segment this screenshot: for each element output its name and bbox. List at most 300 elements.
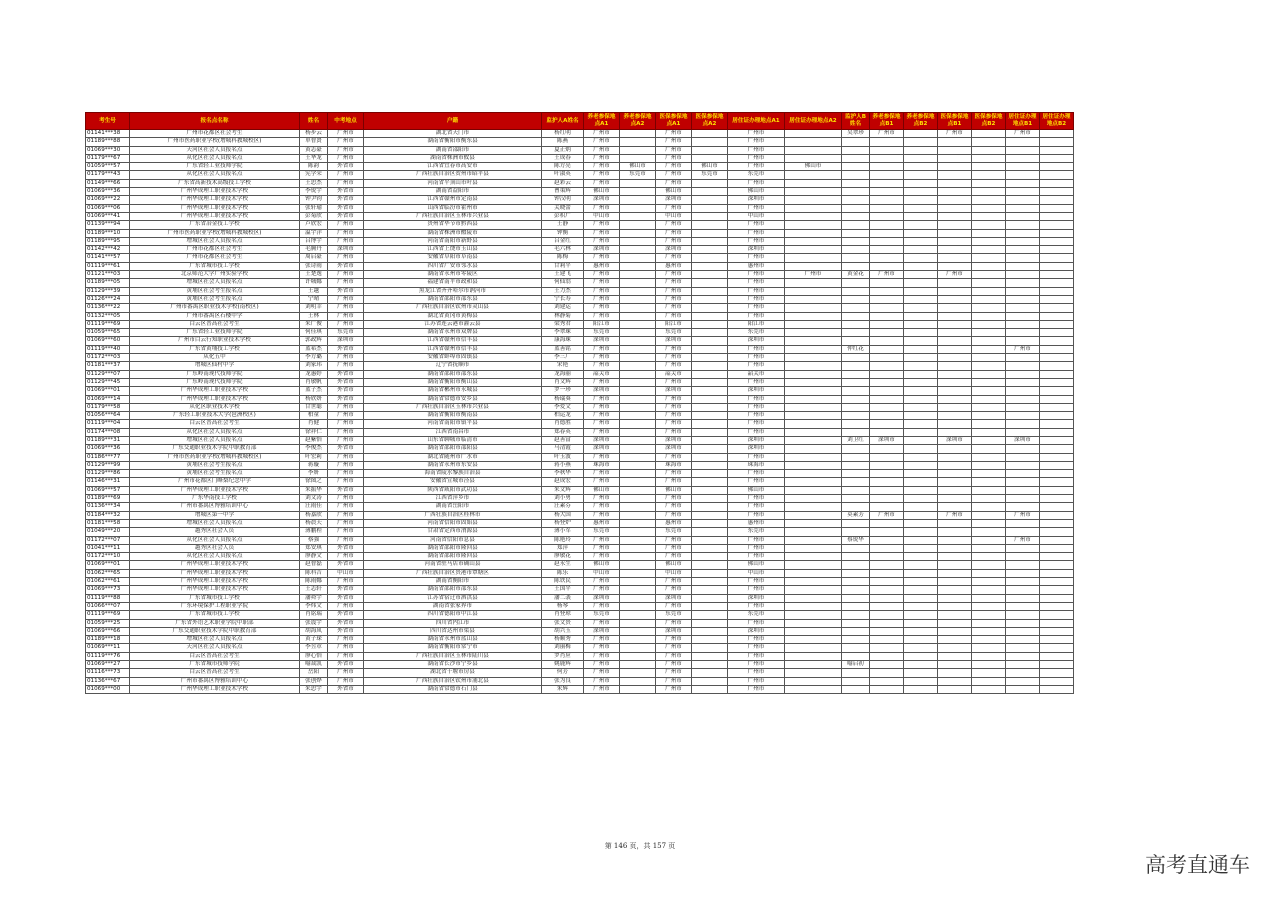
table-cell	[1006, 561, 1040, 569]
table-cell	[1040, 611, 1074, 619]
table-cell: 甘莉平	[542, 262, 584, 270]
table-cell: 广州华成理工职业技术学校	[130, 569, 300, 577]
table-cell: 仲红花	[842, 345, 870, 353]
table-cell	[1040, 312, 1074, 320]
table-cell: 01069***66	[86, 627, 130, 635]
table-cell	[1040, 171, 1074, 179]
table-cell	[620, 652, 656, 660]
table-cell	[1006, 586, 1040, 594]
table-cell	[785, 337, 842, 345]
table-cell: 佛山市	[728, 188, 785, 196]
table-cell: 01132***05	[86, 312, 130, 320]
table-cell: 广西壮族自治区钦州市灵山县	[364, 304, 542, 312]
table-cell: 薄小军	[542, 528, 584, 536]
table-cell	[904, 586, 938, 594]
table-cell: 罗肖应	[542, 652, 584, 660]
table-cell: 01174***08	[86, 428, 130, 436]
table-cell	[1006, 370, 1040, 378]
table-cell	[938, 602, 972, 610]
table-cell	[972, 412, 1006, 420]
table-cell: 广州华成理工职业技术学校	[130, 561, 300, 569]
table-row	[86, 511, 1074, 519]
table-cell	[904, 544, 938, 552]
table-cell	[904, 337, 938, 345]
table-cell	[785, 378, 842, 386]
table-cell	[972, 661, 1006, 669]
table-cell: 广州市	[328, 171, 364, 179]
table-cell	[1006, 412, 1040, 420]
table-cell	[692, 130, 728, 138]
table-cell: 广州华成理工职业技术学校	[130, 486, 300, 494]
table-row	[86, 171, 1074, 179]
table-cell: 王林	[300, 312, 328, 320]
table-cell	[904, 611, 938, 619]
table-cell	[620, 578, 656, 586]
table-cell	[842, 495, 870, 503]
table-row	[86, 154, 1074, 162]
table-cell	[1040, 412, 1074, 420]
table-cell	[972, 486, 1006, 494]
table-cell	[972, 436, 1006, 444]
table-cell: 广西壮族自治区玉林市兴业县	[364, 212, 542, 220]
table-cell	[1006, 246, 1040, 254]
table-cell: 广州市	[656, 636, 692, 644]
table-cell: 王力杰	[542, 287, 584, 295]
table-cell: 广州市	[584, 229, 620, 237]
table-cell	[692, 685, 728, 693]
table-cell	[938, 295, 972, 303]
table-cell	[620, 685, 656, 693]
table-cell	[620, 677, 656, 685]
table-cell: 广州市	[584, 478, 620, 486]
table-cell	[904, 229, 938, 237]
table-cell	[785, 528, 842, 536]
table-cell	[692, 619, 728, 627]
table-cell	[842, 362, 870, 370]
table-cell	[870, 528, 904, 536]
table-cell: 广州市	[728, 138, 785, 146]
table-cell: 广州市	[328, 553, 364, 561]
table-cell: 01181***37	[86, 362, 130, 370]
table-cell: 深圳市	[728, 246, 785, 254]
table-cell	[904, 420, 938, 428]
table-cell	[785, 685, 842, 693]
table-cell	[692, 544, 728, 552]
table-cell	[870, 611, 904, 619]
table-cell: 01069***30	[86, 146, 130, 154]
table-cell	[785, 461, 842, 469]
table-cell: 广州市	[584, 503, 620, 511]
table-cell	[938, 412, 972, 420]
table-cell: 外省市	[328, 586, 364, 594]
table-cell: 01119***69	[86, 320, 130, 328]
table-cell: 四川省德阳市中江县	[364, 611, 542, 619]
table-cell	[972, 221, 1006, 229]
table-cell	[1040, 221, 1074, 229]
table-cell	[842, 320, 870, 328]
table-cell	[904, 262, 938, 270]
table-cell: 江西省上饶市玉山县	[364, 246, 542, 254]
table-cell: 广西壮族自治区桂林市	[364, 511, 542, 519]
table-cell	[904, 179, 938, 187]
table-cell	[870, 636, 904, 644]
table-cell: 赵彩云	[542, 179, 584, 187]
table-cell: 01069***14	[86, 395, 130, 403]
table-cell	[692, 602, 728, 610]
table-cell: 安徽省蚌埠市固镇县	[364, 354, 542, 362]
table-cell	[1040, 395, 1074, 403]
table-cell: 中山市	[728, 212, 785, 220]
table-cell: 广州市	[728, 669, 785, 677]
table-cell: 宁晴	[300, 295, 328, 303]
table-cell	[785, 329, 842, 337]
table-cell	[785, 619, 842, 627]
table-cell: 01141***57	[86, 254, 130, 262]
table-cell	[1040, 229, 1074, 237]
table-cell: 外省市	[328, 445, 364, 453]
table-cell: 广州市	[328, 403, 364, 411]
table-cell: 广州市	[728, 221, 785, 229]
table-cell	[785, 503, 842, 511]
table-cell	[692, 478, 728, 486]
table-cell	[620, 304, 656, 312]
table-cell: 郑萍	[542, 544, 584, 552]
table-cell	[938, 370, 972, 378]
table-cell: 王静	[542, 221, 584, 229]
table-cell	[870, 586, 904, 594]
table-cell: 广州市	[656, 495, 692, 503]
table-cell	[842, 503, 870, 511]
table-cell	[904, 279, 938, 287]
table-cell: 深圳市	[728, 337, 785, 345]
table-cell: 广州市	[328, 644, 364, 652]
table-row	[86, 254, 1074, 262]
table-row	[86, 271, 1074, 279]
table-cell	[938, 669, 972, 677]
table-cell	[972, 212, 1006, 220]
table-cell	[904, 602, 938, 610]
table-cell	[972, 312, 1006, 320]
table-cell	[972, 354, 1006, 362]
table-cell	[842, 445, 870, 453]
table-cell: 广州华成理工职业技术学校	[130, 212, 300, 220]
table-cell: 增城区仙村中学	[130, 362, 300, 370]
table-cell: 李炜文	[300, 602, 328, 610]
table-cell: 曹策辉	[542, 188, 584, 196]
table-cell	[692, 519, 728, 527]
table-cell: 李昱章	[300, 644, 328, 652]
table-row	[86, 403, 1074, 411]
table-cell	[870, 354, 904, 362]
table-cell: 柏童	[300, 412, 328, 420]
table-cell: 广州市	[728, 354, 785, 362]
table-cell: 广西壮族自治区玉林市兴业县	[364, 403, 542, 411]
table-cell	[972, 295, 1006, 303]
table-cell: 广州市	[328, 420, 364, 428]
table-cell	[870, 478, 904, 486]
table-cell: 广州市	[328, 237, 364, 245]
table-cell	[972, 586, 1006, 594]
table-cell: 广州市	[656, 578, 692, 586]
table-row	[86, 685, 1074, 693]
table-cell: 广州市	[584, 378, 620, 386]
table-cell: 广州市	[1006, 345, 1040, 353]
table-cell: 广州华成理工职业技术学校	[130, 395, 300, 403]
table-cell: 外省市	[328, 163, 364, 171]
table-cell: 钟衡	[542, 229, 584, 237]
table-cell	[1040, 586, 1074, 594]
table-cell: 广州市	[328, 669, 364, 677]
table-cell: 01069***27	[86, 661, 130, 669]
table-cell: 广东省轻工业技师学院	[130, 163, 300, 171]
table-cell: 广州市	[728, 237, 785, 245]
table-cell: 广州市番禺区职业技术学校(南校区)	[130, 304, 300, 312]
table-row	[86, 528, 1074, 536]
table-cell	[785, 644, 842, 652]
table-cell	[620, 627, 656, 635]
table-cell	[842, 611, 870, 619]
table-cell	[692, 304, 728, 312]
table-cell	[972, 246, 1006, 254]
table-cell: 广州市	[328, 436, 364, 444]
table-cell	[938, 378, 972, 386]
table-cell: 广州市	[870, 271, 904, 279]
table-cell	[938, 287, 972, 295]
table-cell	[785, 569, 842, 577]
table-cell: 徐祥仁	[300, 428, 328, 436]
table-cell	[620, 428, 656, 436]
table-cell: 01129***07	[86, 370, 130, 378]
table-cell	[870, 262, 904, 270]
column-header: 监护人B姓名	[842, 113, 870, 130]
table-cell: 湖南省邵阳市隆回县	[364, 544, 542, 552]
table-cell	[870, 221, 904, 229]
table-cell: 01179***67	[86, 154, 130, 162]
table-cell: 01069***73	[86, 586, 130, 594]
table-cell: 01186***77	[86, 453, 130, 461]
table-row	[86, 569, 1074, 577]
table-cell: 从化区社会人员报名点	[130, 536, 300, 544]
table-cell: 佛山市	[656, 486, 692, 494]
table-cell	[692, 470, 728, 478]
table-cell	[870, 395, 904, 403]
table-cell	[692, 412, 728, 420]
table-row	[86, 196, 1074, 204]
table-cell: 宋艳	[542, 362, 584, 370]
table-cell	[904, 685, 938, 693]
table-cell: 广东岭南现代技师学院	[130, 378, 300, 386]
table-cell	[785, 420, 842, 428]
table-cell: 广州市	[328, 229, 364, 237]
table-cell: 东莞市	[584, 329, 620, 337]
table-cell	[785, 478, 842, 486]
table-cell: 广州市	[870, 130, 904, 138]
table-cell: 河南省信阳市固始县	[364, 519, 542, 527]
table-cell: 01069***36	[86, 445, 130, 453]
table-cell	[785, 229, 842, 237]
table-cell: 广州市	[328, 304, 364, 312]
table-cell	[620, 445, 656, 453]
table-cell: 广州市	[328, 470, 364, 478]
table-cell	[1040, 594, 1074, 602]
table-cell: 东莞市	[656, 611, 692, 619]
table-cell	[870, 295, 904, 303]
table-cell	[1040, 461, 1074, 469]
table-cell	[1006, 221, 1040, 229]
table-cell: 广州市	[656, 229, 692, 237]
table-cell: 中山市	[728, 569, 785, 577]
table-cell: 广州市	[584, 221, 620, 229]
table-cell	[870, 254, 904, 262]
table-cell: 深圳市	[584, 337, 620, 345]
table-cell	[842, 470, 870, 478]
table-cell: 广州华成理工职业技术学校	[130, 586, 300, 594]
table-cell	[620, 536, 656, 544]
table-cell	[692, 254, 728, 262]
table-cell	[1040, 337, 1074, 345]
column-header: 养老参保地点A1	[584, 113, 620, 130]
table-cell: 杨步云	[300, 130, 328, 138]
table-cell	[904, 553, 938, 561]
table-cell: 东莞市	[728, 171, 785, 179]
table-cell	[1006, 428, 1040, 436]
table-cell: 广州市	[728, 146, 785, 154]
table-cell: 广州市	[728, 204, 785, 212]
column-header: 姓名	[300, 113, 328, 130]
column-header: 居住证办理地点B1	[1006, 113, 1040, 130]
table-cell	[904, 387, 938, 395]
table-cell	[870, 412, 904, 420]
table-row	[86, 619, 1074, 627]
table-row	[86, 354, 1074, 362]
table-cell: 从化区社会人员报名点	[130, 428, 300, 436]
table-cell	[620, 436, 656, 444]
table-cell	[870, 138, 904, 146]
table-cell	[938, 619, 972, 627]
table-cell	[692, 146, 728, 154]
table-cell	[904, 536, 938, 544]
table-cell: 惠州市	[584, 262, 620, 270]
table-cell	[842, 486, 870, 494]
table-cell: 阳江市	[584, 320, 620, 328]
table-cell	[904, 519, 938, 527]
table-cell	[1006, 602, 1040, 610]
table-cell: 广州市	[656, 470, 692, 478]
table-cell	[870, 669, 904, 677]
table-cell: 赵紫怡	[300, 436, 328, 444]
table-row	[86, 536, 1074, 544]
table-cell	[692, 262, 728, 270]
table-cell	[842, 528, 870, 536]
table-cell: 01069***36	[86, 188, 130, 196]
table-cell: 湖南省张家界市	[364, 602, 542, 610]
table-cell	[972, 138, 1006, 146]
table-cell	[785, 171, 842, 179]
table-cell: 白云区普高社会考生	[130, 320, 300, 328]
table-cell	[870, 602, 904, 610]
table-cell	[1040, 420, 1074, 428]
table-cell	[1040, 188, 1074, 196]
table-cell: 徐图之	[300, 478, 328, 486]
table-cell: 佛山市	[656, 188, 692, 196]
table-cell: 广州市	[584, 644, 620, 652]
table-cell: 黑龙江省齐齐哈尔市讷河市	[364, 287, 542, 295]
table-cell: 广州市	[328, 320, 364, 328]
table-cell	[870, 163, 904, 171]
table-cell	[904, 652, 938, 660]
table-cell: 广西壮族自治区贵港市覃塘区	[364, 569, 542, 577]
table-cell: 四川省广安市邻水县	[364, 262, 542, 270]
table-cell	[938, 445, 972, 453]
table-cell	[842, 179, 870, 187]
table-cell: 广州市番禺区博雅培训中心	[130, 677, 300, 685]
table-cell	[972, 403, 1006, 411]
table-cell: 深圳市	[728, 387, 785, 395]
table-row	[86, 362, 1074, 370]
table-cell: 肖健	[300, 420, 328, 428]
table-cell: 刘卫红	[842, 436, 870, 444]
table-cell: 广州市	[728, 536, 785, 544]
table-cell	[1040, 644, 1074, 652]
column-header: 养老参保地点B1	[870, 113, 904, 130]
table-cell	[785, 354, 842, 362]
table-cell: 广州市	[728, 619, 785, 627]
table-cell: 深圳市	[1006, 436, 1040, 444]
table-cell	[692, 436, 728, 444]
table-cell: 汪素芬	[542, 503, 584, 511]
table-cell: 江西省宜春市高安市	[364, 163, 542, 171]
table-cell	[842, 287, 870, 295]
column-header: 报名点名称	[130, 113, 300, 130]
table-cell	[620, 470, 656, 478]
table-cell	[1006, 403, 1040, 411]
table-cell: 外省市	[328, 611, 364, 619]
table-cell	[692, 237, 728, 245]
table-cell: 从化区职业技术学校	[130, 403, 300, 411]
table-cell	[870, 246, 904, 254]
table-cell	[620, 511, 656, 519]
table-cell: 梁秀君	[542, 320, 584, 328]
table-cell: 河南省平顶山市叶县	[364, 179, 542, 187]
table-cell	[1040, 495, 1074, 503]
table-cell	[842, 221, 870, 229]
table-cell: 卢欣宏	[300, 221, 328, 229]
table-cell	[870, 304, 904, 312]
table-cell	[620, 503, 656, 511]
table-cell	[870, 237, 904, 245]
table-cell: 广州市	[328, 503, 364, 511]
table-row	[86, 370, 1074, 378]
table-cell: 宪学荣	[300, 171, 328, 179]
table-cell	[620, 188, 656, 196]
table-cell	[1040, 669, 1074, 677]
table-cell: 佛山市	[620, 163, 656, 171]
table-cell: 杨嘉欣	[300, 511, 328, 519]
column-header: 居住证办理地点B2	[1040, 113, 1074, 130]
table-cell: 广州市	[584, 536, 620, 544]
table-cell: 广州市	[584, 495, 620, 503]
table-cell	[785, 611, 842, 619]
table-cell: 刘文涛	[300, 495, 328, 503]
table-cell	[1006, 486, 1040, 494]
table-cell: 广州市	[728, 677, 785, 685]
table-cell	[904, 271, 938, 279]
table-cell	[904, 619, 938, 627]
table-cell: 从化五中	[130, 354, 300, 362]
table-cell: 广西壮族自治区贺州市昭平县	[364, 171, 542, 179]
table-cell: 湖南省长沙市宁乡县	[364, 661, 542, 669]
table-cell: 珠海市	[584, 461, 620, 469]
